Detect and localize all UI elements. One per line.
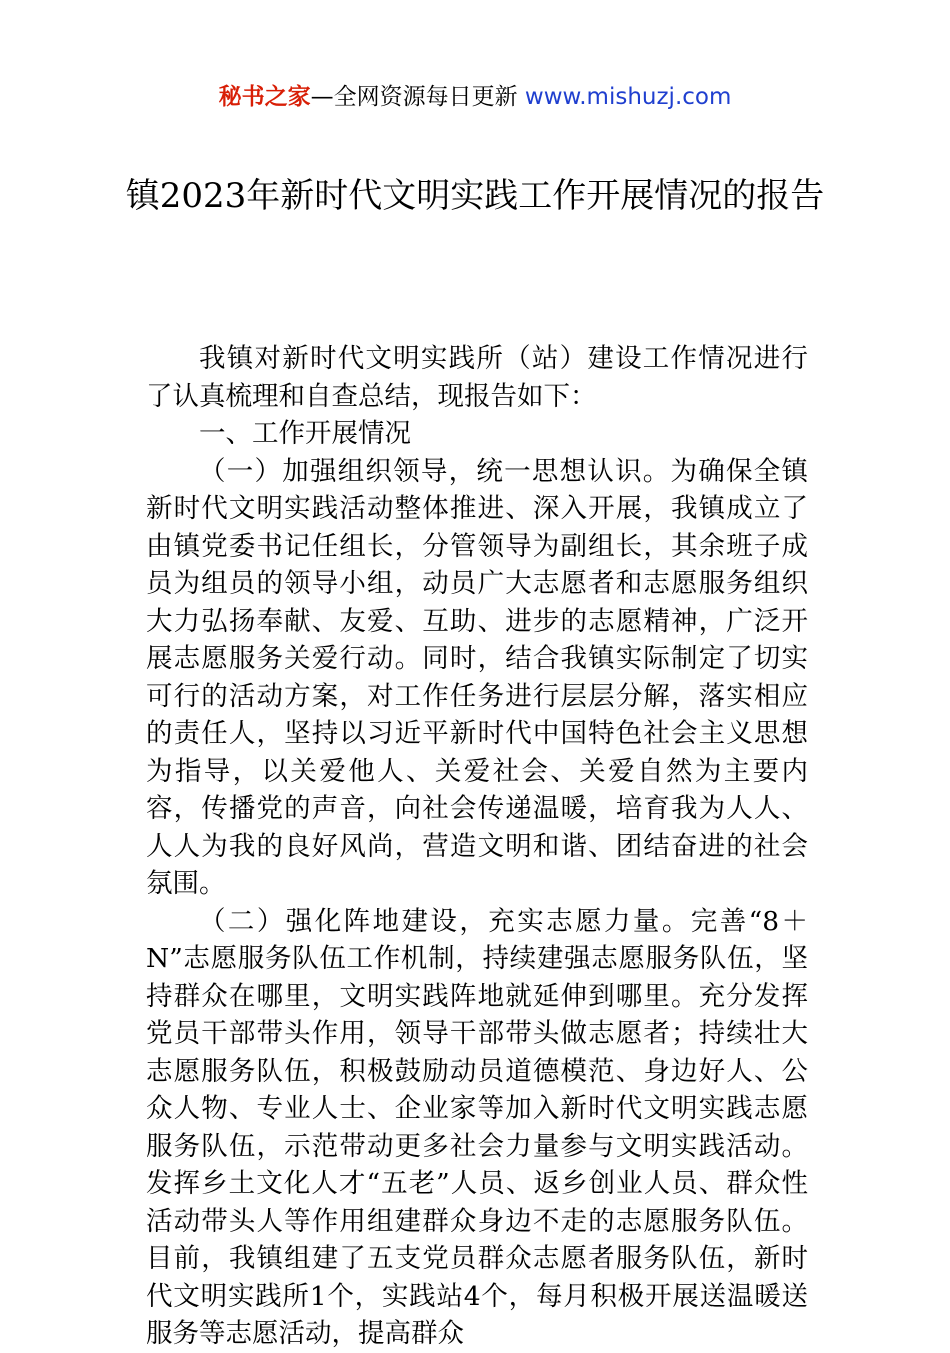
body-paragraph: （二）强化阵地建设，充实志愿力量。完善“8＋N”志愿服务队伍工作机制，持续建强志愿服务队伍，坚持群众在哪里，文明实践阵地就延伸到哪里。充分发挥党员干部带头作用，领导干部带头做志愿者；持续壮大志愿服务队伍，积极鼓励动员道德模范、身边好人、公众人物、专业人士、企业家等加入新时代文明实践志愿服务队伍，示范带动更多社会力量参与文明实践活动。发挥乡土文化人才“五老”人员、返乡创业人员、群众性活动带头人等作用组建群众身边不走的志愿服务队伍。目前，我镇组建了五支党员群众志愿者服务队伍，新时代文明实践所1个，实践站4个，每月积极开展送温暖送服务等志愿活动，提高群众 xyxy=(146,905,808,1349)
section-heading: 一、工作开展情况 xyxy=(199,418,411,449)
site-brand: 秘书之家 xyxy=(218,84,311,110)
intro-paragraph: 我镇对新时代文明实践所（站）建设工作情况进行了认真梳理和自查总结，现报告如下： xyxy=(146,343,808,412)
document-body xyxy=(146,340,808,1353)
body-paragraph: （一）加强组织领导，统一思想认识。为确保全镇新时代文明实践活动整体推进、深入开展，我镇成立了由镇党委书记任组长，分管领导为副组长，其余班子成员为组员的领导小组，动员广大志愿者和志愿服务组织大力弘扬奉献、友爱、互助、进步的志愿精神，广泛开展志愿服务关爱行动。同时，结合我镇实际制定了切实可行的活动方案，对工作任务进行层层分解，落实相应的责任人，坚持以习近平新时代中国特色社会主义思想为指导，以关爱他人、关爱社会、关爱自然为主要内容，传播党的声音，向社会传递温暖，培育我为人人、人人为我的良好风尚，营造文明和谐、团结奋进的社会氛围。 xyxy=(146,455,808,899)
site-tagline: —全网资源每日更新 xyxy=(310,84,518,110)
site-url-link[interactable]: www.mishuzj.com xyxy=(524,84,732,110)
document-title: 镇2023年新时代文明实践工作开展情况的报告 xyxy=(125,176,825,216)
site-banner xyxy=(0,80,950,114)
